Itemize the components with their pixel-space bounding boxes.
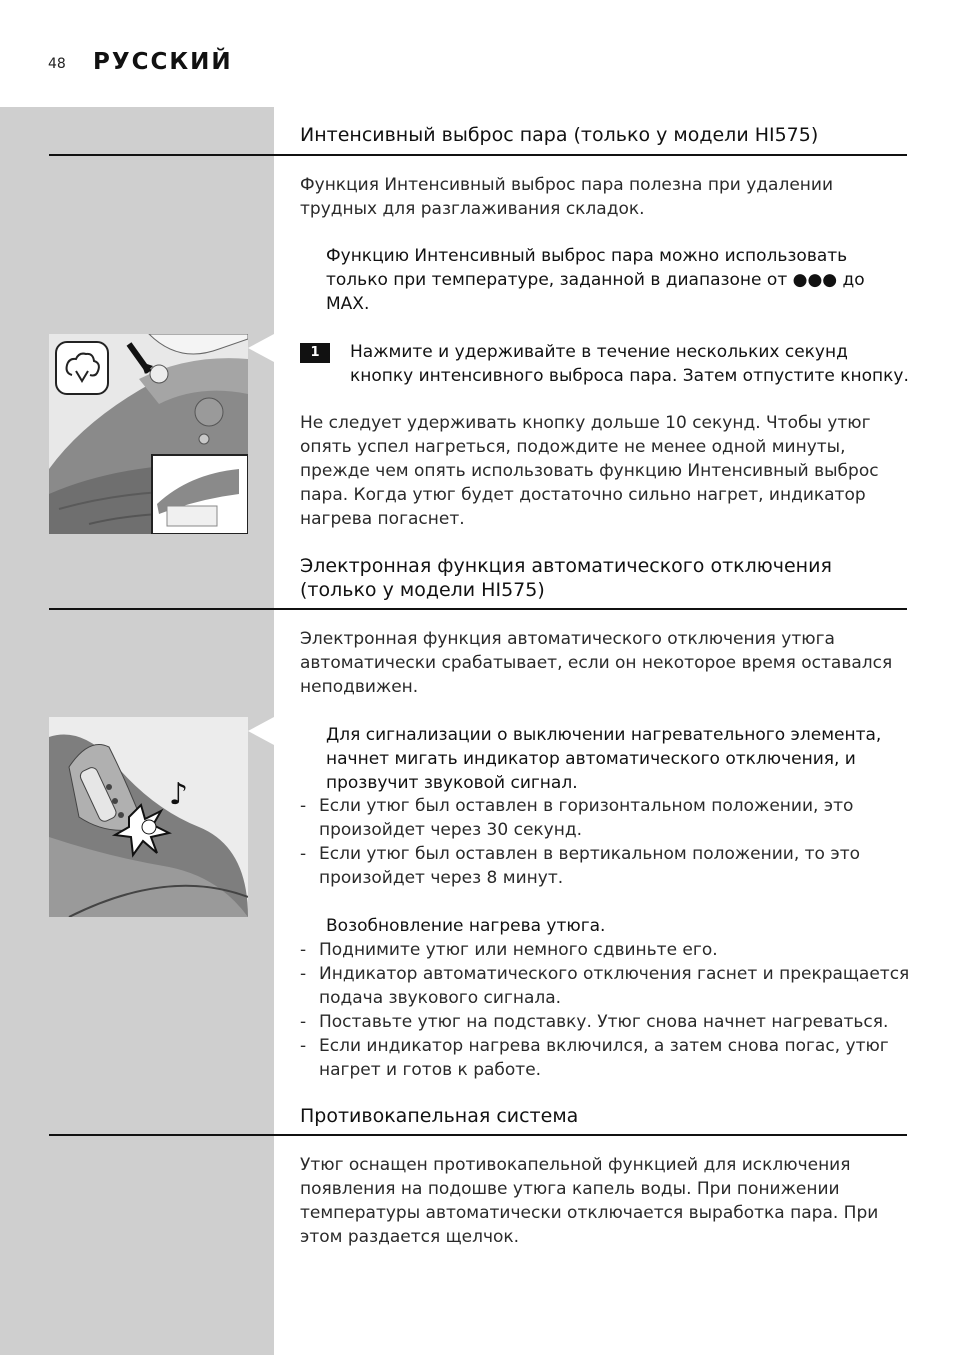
list-item: - Если утюг был оставлен в вертикальном положении, то это произойдет через 8 минут. [300, 844, 860, 888]
list-item: - Если индикатор нагрева включился, а затем снова погас, утюг нагрет и готов к работе. [300, 1036, 889, 1080]
steam-note: Функцию Интенсивный выброс пара можно использовать только при температуре, заданной в диапазоне от ●●● до MAX. [326, 246, 865, 314]
auto-off-note: Для сигнализации о выключении нагревательного элемента, начнет мигать индикатор автоматического отключения, и прозвучит звуковой сигнал. [326, 725, 882, 793]
music-note-icon: ♪ [169, 777, 189, 812]
list-item: - Индикатор автоматического отключения гаснет и прекращается подача звукового сигнала. [300, 964, 910, 1008]
section-heading-auto-off: Электронная функция автоматического отключения (только у модели HI575) [300, 555, 832, 601]
list-item: - Поднимите утюг или немного сдвиньте его. [300, 940, 718, 960]
section-heading-drip-stop: Противокапельная система [300, 1105, 579, 1127]
list-item: - Если утюг был оставлен в горизонтальном положении, это произойдет через 30 секунд. [300, 796, 854, 840]
resume-heading: Возобновление нагрева утюга. [326, 916, 606, 936]
steam-warning: Не следует удерживать кнопку дольше 10 секунд. Чтобы утюг опять успел нагреться, подождите не менее одной минуты, прежде чем опять использовать функцию Интенсивный выброс пара. Когда утюг будет достаточно сильно нагрет, индикатор нагрева погаснет. [300, 413, 879, 529]
illustration-pointer [248, 334, 274, 362]
drip-stop-body: Утюг оснащен противокапельной функцией для исключения появления на подошве утюга капель воды. При понижении температуры автоматически отключается выработка пара. При этом раздается щелчок. [300, 1155, 879, 1247]
resume-bullet-list [300, 938, 910, 1082]
auto-off-bullet-list [300, 794, 910, 890]
language-header: РУССКИЙ [93, 49, 233, 75]
list-item: - Поставьте утюг на подставку. Утюг снова начнет нагреваться. [300, 1012, 889, 1032]
section-rule [49, 1134, 907, 1136]
section-heading-steam: Интенсивный выброс пара (только у модели HI575) [300, 124, 819, 146]
illustration-pointer [248, 717, 274, 745]
section-rule [49, 608, 907, 610]
auto-off-illustration [49, 717, 248, 917]
page-number: 48 [48, 56, 66, 72]
step-number-badge: 1 [300, 343, 330, 363]
cotton-icon [55, 341, 109, 395]
section-rule [49, 154, 907, 156]
iron-handle-drawing [49, 717, 248, 917]
auto-off-intro: Электронная функция автоматического отключения утюга автоматически срабатывает, если он некоторое время оставался неподвижен. [300, 629, 893, 697]
steam-iron-illustration [49, 334, 248, 534]
step-text: Нажмите и удерживайте в течение нескольких секунд кнопку интенсивного выброса пара. Затем отпустите кнопку. [350, 342, 909, 386]
steam-intro: Функция Интенсивный выброс пара полезна при удалении трудных для разглаживания складок. [300, 175, 833, 219]
